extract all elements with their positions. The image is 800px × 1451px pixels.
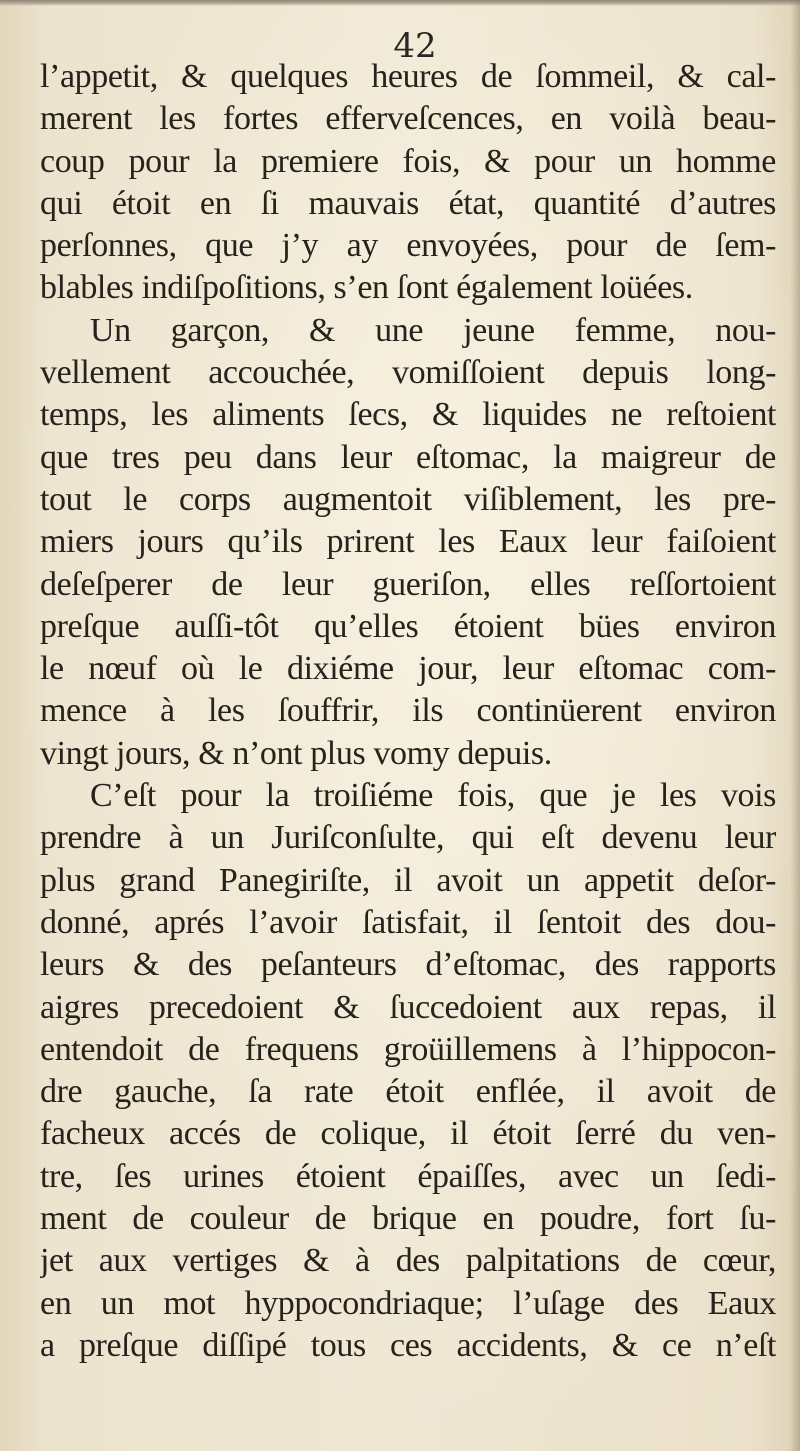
text-line: tout le corps augmentoit viſiblement, les pre- [40,480,776,518]
page-number: 42 [393,26,437,66]
text-line: vellement accouchée, vomiſſoient depuis long- [40,354,776,392]
page-top-edge [0,0,800,6]
text-line: aigres precedoient & ſuccedoient aux repas, il [40,988,776,1026]
text-line: temps, les aliments ſecs, & liquides ne reſtoient [40,396,776,434]
page-right-edge [790,0,800,1451]
text-line: Un garçon, & une jeune femme, nou- [90,311,776,349]
text-line: le nœuf où le dixiéme jour, leur eſtomac com- [40,650,776,688]
text-line: C’eſt pour la troiſiéme fois, que je les vois [90,777,776,815]
text-line: que tres peu dans leur eſtomac, la maigreur de [40,438,776,476]
text-line: vingt jours, & n’ont plus vomy depuis. [40,734,552,772]
text-line: perſonnes, que j’y ay envoyées, pour de ſem- [40,227,776,265]
text-line: prendre à un Juriſconſulte, qui eſt devenu leur [40,819,776,857]
text-line: l’appetit, & quelques heures de ſommeil, & cal- [40,58,776,95]
text-line: merent les fortes efferveſcences, en voilà beau- [40,100,776,138]
text-line: donné, aprés l’avoir ſatisfait, il ſentoit des dou- [40,903,776,941]
text-line: a preſque diſſipé tous ces accidents, & ce n’eſt [40,1326,776,1364]
text-line: preſque auſſi-tôt qu’elles étoient bües environ [40,607,776,645]
text-line: miers jours qu’ils prirent les Eaux leur faiſoient [40,523,776,561]
body-text [40,56,776,1367]
text-line: facheux accés de colique, il étoit ſerré du ven- [40,1115,776,1153]
text-line: en un mot hyppocondriaque; l’uſage des Eaux [40,1284,776,1322]
text-line: mence à les ſouffrir, ils continüerent environ [40,692,776,730]
text-line: deſeſperer de leur gueriſon, elles reſſortoient [40,565,776,603]
text-line: qui étoit en ſi mauvais état, quantité d’autres [40,184,776,222]
text-line: coup pour la premiere fois, & pour un homme [40,142,776,180]
text-line: entendoit de frequens groüillemens à l’hippocon- [40,1030,776,1068]
text-line: tre, ſes urines étoient épaiſſes, avec un ſedi- [40,1157,776,1195]
text-line: leurs & des peſanteurs d’eſtomac, des rapports [40,946,776,984]
text-line: dre gauche, ſa rate étoit enflée, il avoit de [40,1073,776,1111]
text-line: plus grand Panegiriſte, il avoit un appetit deſor- [40,861,776,899]
text-line: jet aux vertiges & à des palpitations de cœur, [40,1242,776,1280]
text-line: ment de couleur de brique en poudre, fort ſu- [40,1200,776,1238]
text-line: blables indiſpoſitions, s’en ſont également loüées. [40,269,693,307]
